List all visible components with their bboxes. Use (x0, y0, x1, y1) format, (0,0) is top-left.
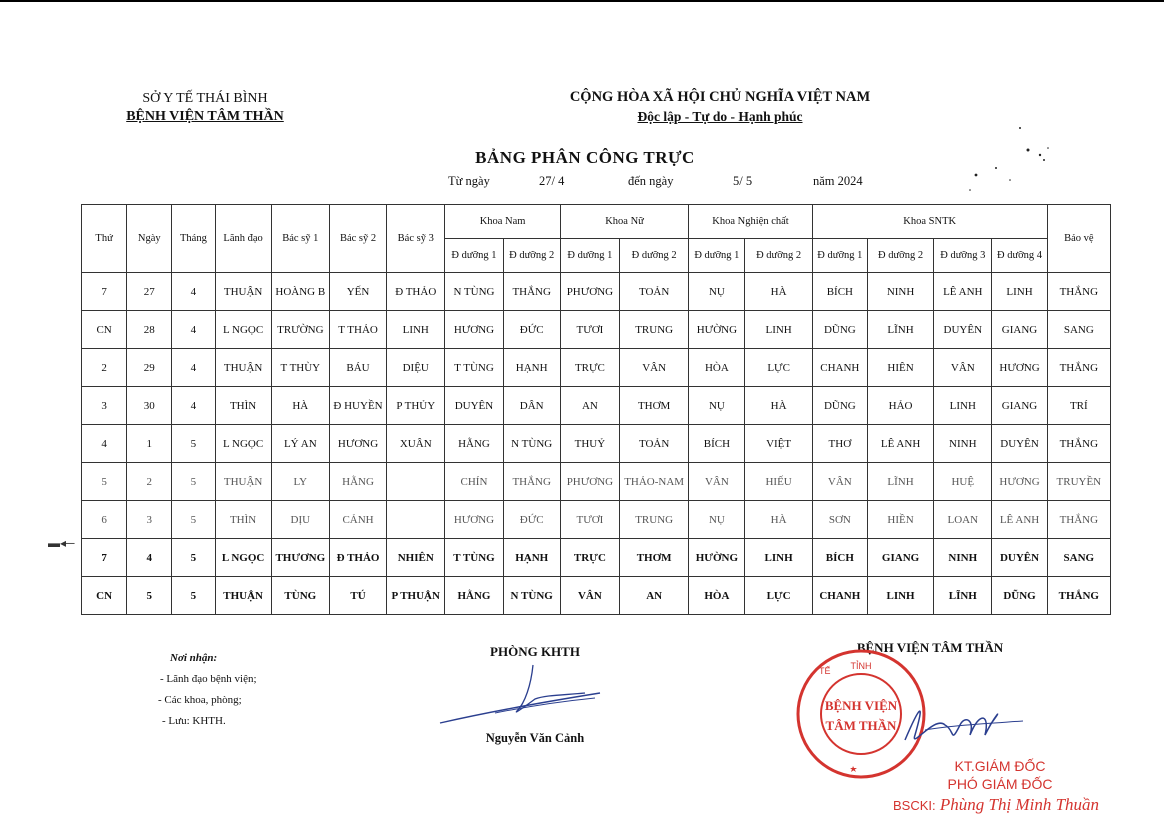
cell-ngay: 30 (127, 387, 172, 425)
cell-bac-sy-3: XUÂN (387, 425, 445, 463)
top-border-line (0, 0, 1164, 2)
col-nu-dd2: Đ dưỡng 2 (620, 239, 689, 273)
cell-nam-dd1: HƯƠNG (445, 311, 503, 349)
cell-bac-sy-2: CẢNH (329, 501, 386, 539)
cell-nu-dd2: TRUNG (620, 501, 689, 539)
cell-sntk-dd2: LINH (867, 577, 933, 615)
cell-nu-dd1: PHƯƠNG (560, 463, 619, 501)
cell-bac-sy-2: TÚ (329, 577, 386, 615)
cell-bac-sy-2: T THẢO (329, 311, 386, 349)
cell-bac-sy-1: HÀ (271, 387, 329, 425)
cell-bac-sy-1: THƯƠNG (271, 539, 329, 577)
cell-sntk-dd2: GIANG (867, 539, 933, 577)
cell-nu-dd2: THẢO-NAM (620, 463, 689, 501)
cell-nc-dd1: NỤ (689, 273, 745, 311)
cell-sntk-dd2: NINH (867, 273, 933, 311)
org-parent: SỞ Y TẾ THÁI BÌNH (142, 91, 268, 106)
cell-sntk-dd1: CHANH (812, 577, 867, 615)
khth-department: PHÒNG KHTH (490, 644, 580, 659)
director-role (910, 757, 1090, 793)
cell-bac-sy-2: HƯƠNG (329, 425, 386, 463)
cell-sntk-dd4: HƯƠNG (992, 463, 1047, 501)
recipient-item: - Lãnh đạo bệnh viện; (160, 673, 257, 685)
country-name: CỘNG HÒA XÃ HỘI CHỦ NGHĨA VIỆT NAM (569, 89, 871, 105)
cell-ngay: 29 (127, 349, 172, 387)
cell-nc-dd2: HÀ (745, 501, 812, 539)
cell-sntk-dd4: GIANG (992, 311, 1047, 349)
duty-schedule-table (81, 204, 1111, 615)
cell-lanh-dao: THÌN (215, 501, 271, 539)
cell-thang: 4 (172, 311, 215, 349)
cell-sntk-dd1: THƠ (812, 425, 867, 463)
cell-sntk-dd4: DUYÊN (992, 425, 1047, 463)
cell-thang: 5 (172, 501, 215, 539)
cell-nc-dd1: HƯỜNG (689, 311, 745, 349)
cell-sntk-dd1: DŨNG (812, 311, 867, 349)
director-signature (895, 695, 1030, 755)
cell-nam-dd2: ĐỨC (503, 311, 560, 349)
year: năm 2024 (813, 174, 863, 188)
cell-nc-dd2: HÀ (745, 273, 812, 311)
recipient-item: - Các khoa, phòng; (158, 694, 242, 706)
cell-bac-sy-3 (387, 463, 445, 501)
cell-sntk-dd4: DŨNG (992, 577, 1047, 615)
cell-bac-sy-1: LÝ AN (271, 425, 329, 463)
director-name-line (893, 795, 1099, 815)
cell-sntk-dd2: HIÊN (867, 349, 933, 387)
to-label: đến ngày (628, 174, 674, 188)
col-ngay: Ngày (127, 205, 172, 273)
cell-nam-dd1: HƯƠNG (445, 501, 503, 539)
col-nc-dd2: Đ dưỡng 2 (745, 239, 812, 273)
cell-thu: 3 (82, 387, 127, 425)
cell-nu-dd1: THUỶ (560, 425, 619, 463)
table-row (82, 501, 1111, 539)
cell-nu-dd1: VÂN (560, 577, 619, 615)
cell-nam-dd2: HẠNH (503, 539, 560, 577)
cell-nam-dd2: N TÙNG (503, 425, 560, 463)
cell-bac-sy-1: HOÀNG B (271, 273, 329, 311)
cell-nu-dd1: PHƯƠNG (560, 273, 619, 311)
cell-bao-ve: SANG (1047, 311, 1110, 349)
cell-nam-dd1: HẰNG (445, 425, 503, 463)
cell-nc-dd1: HÒA (689, 349, 745, 387)
col-lanh-dao: Lãnh đạo (215, 205, 271, 273)
cell-sntk-dd2: HIỀN (867, 501, 933, 539)
cell-nam-dd1: T TÙNG (445, 539, 503, 577)
table-row (82, 425, 1111, 463)
cell-nu-dd1: TƯƠI (560, 501, 619, 539)
cell-nc-dd1: BÍCH (689, 425, 745, 463)
cell-sntk-dd2: HẢO (867, 387, 933, 425)
cell-thu: 7 (82, 273, 127, 311)
cell-bac-sy-2: Đ THẢO (329, 539, 386, 577)
cell-thang: 5 (172, 539, 215, 577)
cell-thu: 6 (82, 501, 127, 539)
cell-nu-dd1: TRỰC (560, 539, 619, 577)
col-bac-sy-2: Bác sỹ 2 (329, 205, 386, 273)
cell-ngay: 28 (127, 311, 172, 349)
cell-bac-sy-1: TÙNG (271, 577, 329, 615)
cell-ngay: 5 (127, 577, 172, 615)
cell-thang: 5 (172, 577, 215, 615)
motto: Độc lập - Tự do - Hạnh phúc (637, 109, 803, 124)
cell-nc-dd1: NỤ (689, 501, 745, 539)
khth-signer-name: Nguyễn Văn Cảnh (485, 731, 585, 745)
cell-sntk-dd2: LĨNH (867, 311, 933, 349)
col-bac-sy-1: Bác sỹ 1 (271, 205, 329, 273)
cell-sntk-dd3: LĨNH (934, 577, 992, 615)
table-row (82, 349, 1111, 387)
cell-nam-dd1: T TÙNG (445, 349, 503, 387)
from-date: 27/ 4 (539, 174, 565, 188)
cell-nam-dd1: N TÙNG (445, 273, 503, 311)
cell-sntk-dd4: LÊ ANH (992, 501, 1047, 539)
cell-bao-ve: THẮNG (1047, 501, 1110, 539)
cell-bao-ve: TRUYỀN (1047, 463, 1110, 501)
col-thu: Thứ (82, 205, 127, 273)
col-khoa-nghien-chat: Khoa Nghiện chất (689, 205, 812, 239)
cell-sntk-dd3: LINH (934, 387, 992, 425)
cell-thang: 5 (172, 425, 215, 463)
table-row (82, 463, 1111, 501)
cell-sntk-dd3: DUYÊN (934, 311, 992, 349)
cell-nc-dd2: VIỆT (745, 425, 812, 463)
cell-bac-sy-3: LINH (387, 311, 445, 349)
cell-lanh-dao: THUẬN (215, 349, 271, 387)
cell-sntk-dd3: HUỆ (934, 463, 992, 501)
cell-bac-sy-1: DỊU (271, 501, 329, 539)
cell-bao-ve: THẮNG (1047, 425, 1110, 463)
scan-specks (940, 120, 1060, 210)
cell-sntk-dd3: VÂN (934, 349, 992, 387)
cell-bac-sy-3 (387, 501, 445, 539)
cell-nam-dd2: DÂN (503, 387, 560, 425)
cell-bac-sy-3: NHIÊN (387, 539, 445, 577)
cell-ngay: 1 (127, 425, 172, 463)
table-header-row-1 (82, 205, 1111, 239)
col-sntk-dd1: Đ dưỡng 1 (812, 239, 867, 273)
cell-nc-dd2: HÀ (745, 387, 812, 425)
cell-thu: 5 (82, 463, 127, 501)
col-sntk-dd3: Đ dưỡng 3 (934, 239, 992, 273)
cell-nam-dd2: THẮNG (503, 273, 560, 311)
margin-mark: ▬◂─ (48, 536, 75, 550)
cell-nam-dd1: DUYÊN (445, 387, 503, 425)
cell-lanh-dao: THUẬN (215, 463, 271, 501)
cell-bac-sy-2: HẰNG (329, 463, 386, 501)
cell-ngay: 2 (127, 463, 172, 501)
cell-nu-dd1: AN (560, 387, 619, 425)
cell-sntk-dd3: NINH (934, 539, 992, 577)
table-row (82, 577, 1111, 615)
cell-lanh-dao: L NGỌC (215, 311, 271, 349)
cell-nc-dd1: HÒA (689, 577, 745, 615)
cell-lanh-dao: THÌN (215, 387, 271, 425)
cell-nu-dd2: THƠM (620, 539, 689, 577)
cell-bao-ve: TRÍ (1047, 387, 1110, 425)
cell-nc-dd2: HIẾU (745, 463, 812, 501)
org-name: BỆNH VIỆN TÂM THẦN (126, 109, 284, 124)
cell-bac-sy-3: P THUẬN (387, 577, 445, 615)
cell-bac-sy-1: TRƯỜNG (271, 311, 329, 349)
cell-thang: 4 (172, 273, 215, 311)
cell-sntk-dd1: SƠN (812, 501, 867, 539)
cell-nc-dd2: LINH (745, 311, 812, 349)
document-title: BẢNG PHÂN CÔNG TRỰC (475, 148, 695, 167)
director-org: BỆNH VIỆN TÂM THẦN (856, 640, 1004, 655)
col-khoa-nu: Khoa Nữ (560, 205, 688, 239)
cell-ngay: 3 (127, 501, 172, 539)
col-sntk-dd4: Đ dưỡng 4 (992, 239, 1047, 273)
cell-bac-sy-2: YẾN (329, 273, 386, 311)
org-header (100, 90, 310, 126)
stamp-text-2: TÂM THẦN (825, 718, 897, 733)
cell-nu-dd2: AN (620, 577, 689, 615)
to-date: 5/ 5 (733, 174, 753, 188)
table-body (82, 273, 1111, 615)
recipients-block (150, 648, 257, 732)
cell-nc-dd1: HƯỜNG (689, 539, 745, 577)
cell-nu-dd1: TRỰC (560, 349, 619, 387)
director-title-prefix: BSCKI: (893, 798, 936, 813)
national-header (520, 87, 920, 127)
cell-nc-dd2: LINH (745, 539, 812, 577)
cell-bac-sy-1: T THÙY (271, 349, 329, 387)
col-bao-ve: Bảo vệ (1047, 205, 1110, 273)
cell-bac-sy-3: P THỦY (387, 387, 445, 425)
cell-thang: 4 (172, 387, 215, 425)
cell-bac-sy-2: Đ HUYỀN (329, 387, 386, 425)
cell-thu: 2 (82, 349, 127, 387)
cell-sntk-dd3: LÊ ANH (934, 273, 992, 311)
cell-nu-dd2: TOẢN (620, 273, 689, 311)
table-row (82, 273, 1111, 311)
col-nam-dd1: Đ dưỡng 1 (445, 239, 503, 273)
table-row (82, 539, 1111, 577)
col-bac-sy-3: Bác sỹ 3 (387, 205, 445, 273)
cell-nam-dd1: HẰNG (445, 577, 503, 615)
cell-sntk-dd2: LĨNH (867, 463, 933, 501)
cell-sntk-dd4: HƯƠNG (992, 349, 1047, 387)
cell-lanh-dao: L NGỌC (215, 539, 271, 577)
col-khoa-nam: Khoa Nam (445, 205, 560, 239)
cell-sntk-dd4: LINH (992, 273, 1047, 311)
cell-nu-dd1: TƯƠI (560, 311, 619, 349)
cell-sntk-dd1: BÍCH (812, 273, 867, 311)
recipients-title: Nơi nhận: (170, 652, 218, 664)
cell-lanh-dao: THUẬN (215, 577, 271, 615)
cell-bao-ve: SANG (1047, 539, 1110, 577)
cell-sntk-dd1: CHANH (812, 349, 867, 387)
col-sntk-dd2: Đ dưỡng 2 (867, 239, 933, 273)
cell-sntk-dd1: BÍCH (812, 539, 867, 577)
recipient-item: - Lưu: KHTH. (162, 715, 226, 727)
stamp-ring-left: TẾ (819, 666, 831, 676)
cell-nu-dd2: TRUNG (620, 311, 689, 349)
cell-nam-dd2: THẮNG (503, 463, 560, 501)
cell-bac-sy-3: DIỆU (387, 349, 445, 387)
col-khoa-sntk: Khoa SNTK (812, 205, 1047, 239)
cell-nu-dd2: THƠM (620, 387, 689, 425)
from-label: Từ ngày (448, 174, 490, 188)
cell-nc-dd1: VÂN (689, 463, 745, 501)
stamp-ring-top: TỈNH (850, 661, 872, 671)
cell-thu: 7 (82, 539, 127, 577)
cell-thang: 5 (172, 463, 215, 501)
cell-nu-dd2: TOẢN (620, 425, 689, 463)
cell-thu: CN (82, 577, 127, 615)
col-nc-dd1: Đ dưỡng 1 (689, 239, 745, 273)
cell-ngay: 27 (127, 273, 172, 311)
table-row (82, 311, 1111, 349)
director-role-1: KT.GIÁM ĐỐC (954, 758, 1046, 774)
cell-thang: 4 (172, 349, 215, 387)
cell-lanh-dao: THUẬN (215, 273, 271, 311)
col-nu-dd1: Đ dưỡng 1 (560, 239, 619, 273)
col-thang: Tháng (172, 205, 215, 273)
cell-nam-dd2: N TÙNG (503, 577, 560, 615)
cell-sntk-dd1: DŨNG (812, 387, 867, 425)
cell-nam-dd1: CHÍN (445, 463, 503, 501)
director-role-2: PHÓ GIÁM ĐỐC (947, 776, 1053, 792)
cell-bac-sy-3: Đ THẢO (387, 273, 445, 311)
cell-sntk-dd4: GIANG (992, 387, 1047, 425)
cell-thu: CN (82, 311, 127, 349)
cell-nam-dd2: HẠNH (503, 349, 560, 387)
cell-lanh-dao: L NGỌC (215, 425, 271, 463)
table-row (82, 387, 1111, 425)
cell-bao-ve: THẮNG (1047, 577, 1110, 615)
cell-nam-dd2: ĐỨC (503, 501, 560, 539)
cell-bac-sy-1: LY (271, 463, 329, 501)
cell-nc-dd2: LỰC (745, 577, 812, 615)
stamp-text-1: BỆNH VIỆN (824, 698, 898, 713)
cell-sntk-dd3: NINH (934, 425, 992, 463)
cell-nc-dd2: LỰC (745, 349, 812, 387)
cell-ngay: 4 (127, 539, 172, 577)
cell-nc-dd1: NỤ (689, 387, 745, 425)
khth-signature (435, 655, 610, 735)
cell-thu: 4 (82, 425, 127, 463)
cell-nu-dd2: VÂN (620, 349, 689, 387)
cell-sntk-dd4: DUYÊN (992, 539, 1047, 577)
cell-sntk-dd1: VÂN (812, 463, 867, 501)
director-name: Phùng Thị Minh Thuần (939, 795, 1100, 814)
cell-sntk-dd2: LÊ ANH (867, 425, 933, 463)
col-nam-dd2: Đ dưỡng 2 (503, 239, 560, 273)
cell-bao-ve: THẮNG (1047, 349, 1110, 387)
cell-bao-ve: THẮNG (1047, 273, 1110, 311)
cell-bac-sy-2: BÁU (329, 349, 386, 387)
cell-sntk-dd3: LOAN (934, 501, 992, 539)
